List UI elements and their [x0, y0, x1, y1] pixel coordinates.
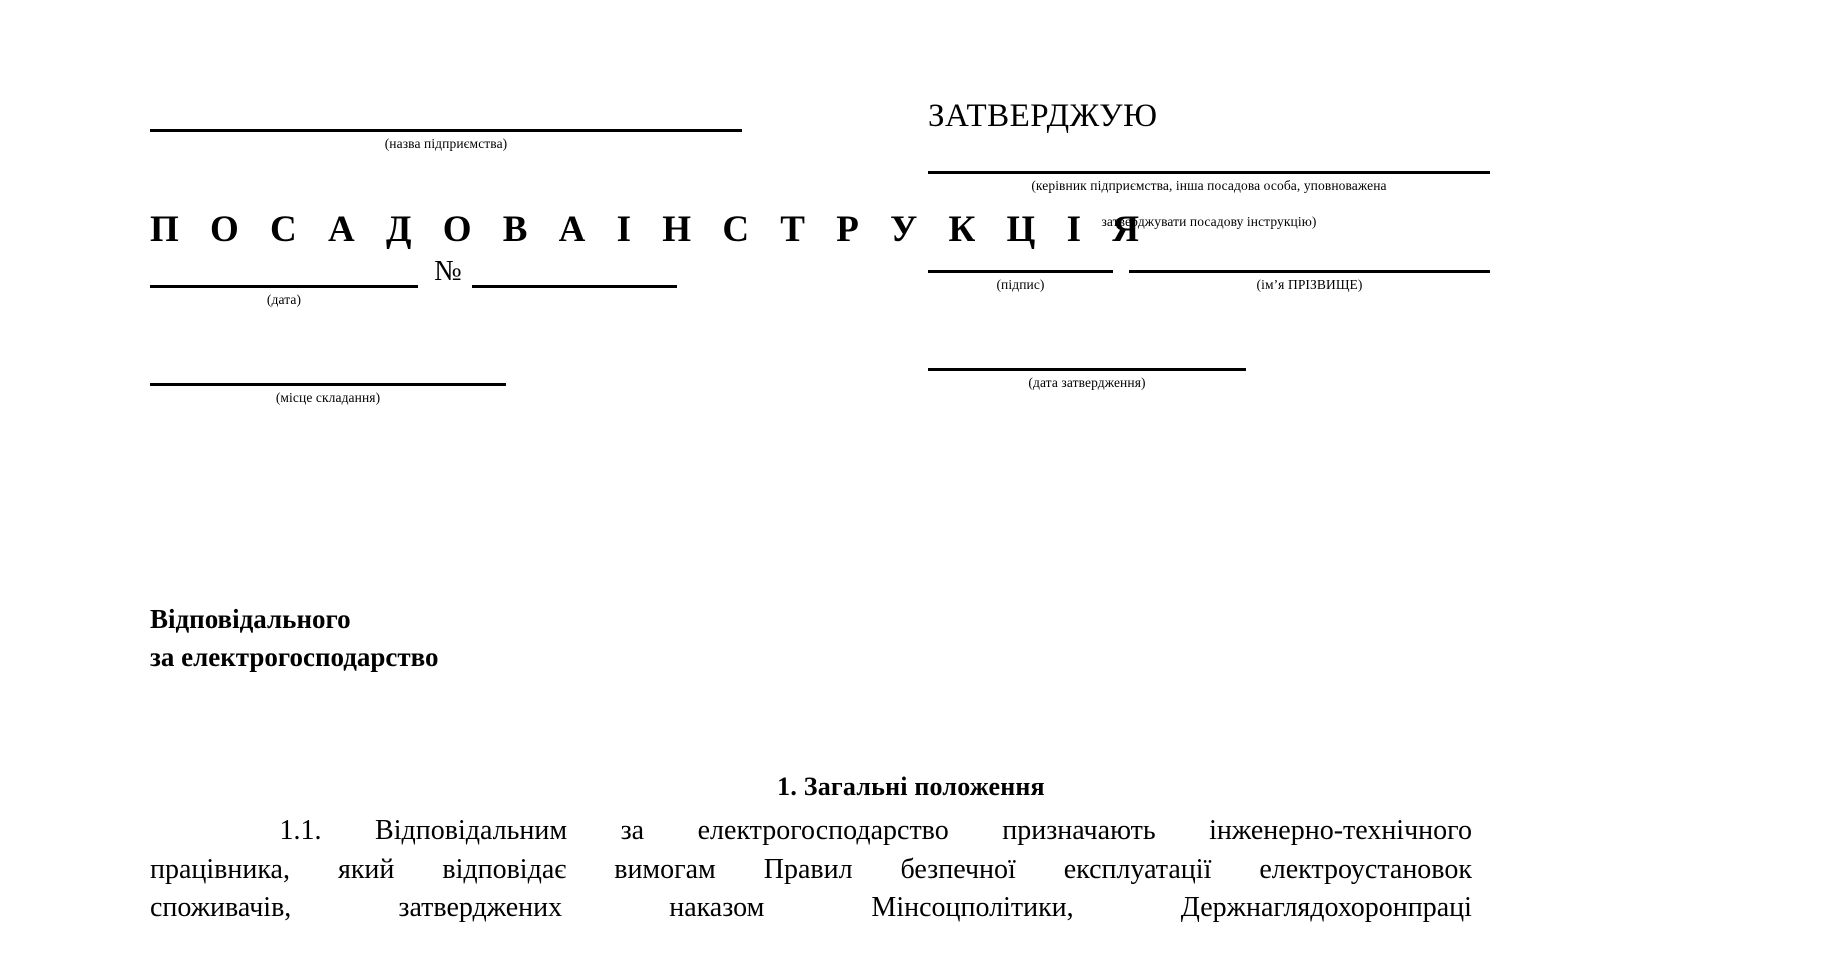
body-text-word: Відповідальним	[375, 815, 568, 846]
body-text-line	[150, 889, 1472, 928]
signature-caption-row	[928, 273, 1490, 294]
document-date-caption: (дата)	[266, 291, 302, 307]
document-date-number-row	[150, 254, 750, 288]
approver-caption-line-2: затверджувати посадову інструкцію)	[1101, 213, 1317, 229]
document-title: П О С А Д О В А І Н С Т Р У К Ц І Я	[150, 208, 1150, 250]
approval-heading: ЗАТВЕРДЖУЮ	[928, 98, 1158, 134]
body-text-word: експлуатації	[1063, 853, 1212, 885]
approver-name-caption: (ім’я ПРІЗВИЩЕ)	[1256, 276, 1363, 292]
body-text-word: затверджених	[398, 892, 563, 924]
body-text-word: електроустановок	[1259, 853, 1472, 885]
job-position-title-line-2: за електрогосподарство	[150, 642, 439, 673]
document-date-fill-line[interactable]	[150, 285, 418, 288]
header-right-column	[928, 0, 1628, 392]
body-text-word: Мінсоцполітики,	[871, 892, 1074, 924]
body-text-word: працівника,	[150, 853, 290, 885]
body-text-line	[150, 812, 1472, 851]
body-text-word: за	[620, 815, 645, 846]
place-of-compilation-caption: (місце складання)	[275, 389, 381, 405]
body-text-word: інженерно-технічного	[1209, 815, 1472, 846]
paragraph-indent	[150, 812, 226, 851]
body-text-word: відповідає	[442, 853, 567, 885]
approver-caption	[928, 174, 1490, 231]
approver-caption-line-1: (керівник підприємства, інша посадова особа, уповноважена	[1031, 178, 1387, 193]
job-position-title	[150, 600, 439, 677]
body-text-word: наказом	[669, 892, 765, 924]
signature-caption: (підпис)	[996, 276, 1045, 292]
approval-date-caption: (дата затвердження)	[1028, 374, 1146, 390]
body-text-word: призначають	[1002, 815, 1156, 846]
section-heading: 1. Загальні положення	[777, 772, 1045, 801]
job-position-title-line-1: Відповідального	[150, 604, 351, 634]
body-text-word: вимогам	[614, 853, 716, 885]
body-text-word: який	[337, 853, 395, 885]
body-text-word: Правил	[763, 853, 853, 885]
signature-caption-gap	[1113, 273, 1129, 294]
body-text-word: 1.1.	[279, 815, 322, 846]
document-number-fill-line[interactable]	[472, 285, 677, 288]
body-text-word: електрогосподарство	[697, 815, 949, 846]
section-body-text	[150, 812, 1472, 928]
body-text-word: безпечної	[900, 853, 1016, 885]
number-sign-symbol: №	[434, 254, 462, 287]
body-text-line	[150, 851, 1472, 890]
organization-name-caption: (назва підприємства)	[384, 136, 508, 151]
body-text-word: споживачів,	[150, 892, 292, 924]
body-text-word: Держнаглядохоронпраці	[1180, 892, 1472, 924]
